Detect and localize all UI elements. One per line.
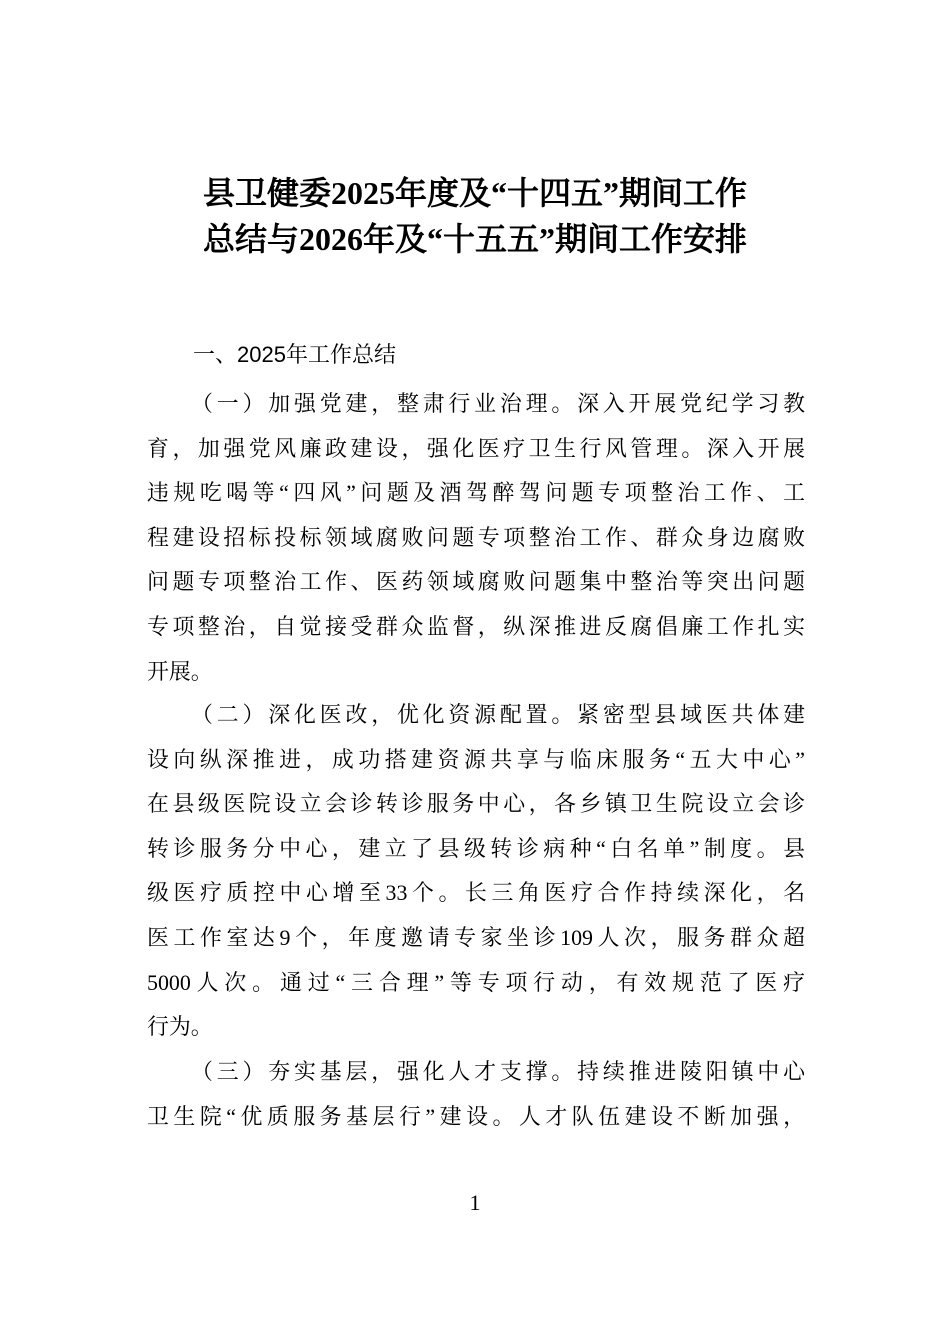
paragraph-line: （二）深化医改，优化资源配置。紧密型县域医共体建 [191, 702, 805, 727]
section-heading: 一、2025年工作总结 [193, 342, 396, 367]
paragraph-3 [147, 1050, 805, 1139]
paragraph-line: 卫生院“优质服务基层行”建设。人才队伍建设不断加强， [147, 1103, 805, 1129]
paragraph-line: 违规吃喝等“四风”问题及酒驾醉驾问题专项整治工作、工 [147, 480, 805, 506]
paragraph-line: 专项整治，自觉接受群众监督，纵深推进反腐倡廉工作扎实 [147, 613, 805, 639]
paragraph-line: 程建设招标投标领域腐败问题专项整治工作、群众身边腐败 [147, 524, 805, 550]
document-title-line-2: 总结与2026年及“十五五”期间工作安排 [202, 221, 747, 257]
document-title-line-1: 县卫健委2025年度及“十四五”期间工作 [202, 175, 747, 211]
paragraph-line: 级医疗质控中心增至33个。长三角医疗合作持续深化，名 [147, 880, 805, 906]
paragraph-line: 医工作室达9个，年度邀请专家坐诊109人次，服务群众超 [147, 924, 805, 950]
paragraph-line: 开展。 [147, 658, 213, 684]
paragraph-line: 在县级医院设立会诊转诊服务中心，各乡镇卫生院设立会诊 [147, 791, 805, 817]
paragraph-line: （一）加强党建，整肃行业治理。深入开展党纪学习教 [191, 391, 805, 416]
paragraph-line: 问题专项整治工作、医药领域腐败问题集中整治等突出问题 [147, 569, 805, 595]
paragraph-2 [147, 693, 805, 1050]
paragraph-line: 育，加强党风廉政建设，强化医疗卫生行风管理。深入开展 [147, 435, 805, 461]
paragraph-line: 行为。 [147, 1014, 213, 1040]
paragraph-line: 设向纵深推进，成功搭建资源共享与临床服务“五大中心” [147, 746, 805, 772]
paragraph-line: （三）夯实基层，强化人才支撑。持续推进陵阳镇中心 [191, 1059, 805, 1084]
page-number: 1 [469, 1190, 481, 1215]
paragraph-line: 转诊服务分中心，建立了县级转诊病种“白名单”制度。县 [147, 835, 805, 861]
paragraph-line: 5000人次。通过“三合理”等专项行动，有效规范了医疗 [147, 969, 805, 995]
paragraph-1 [147, 382, 805, 694]
